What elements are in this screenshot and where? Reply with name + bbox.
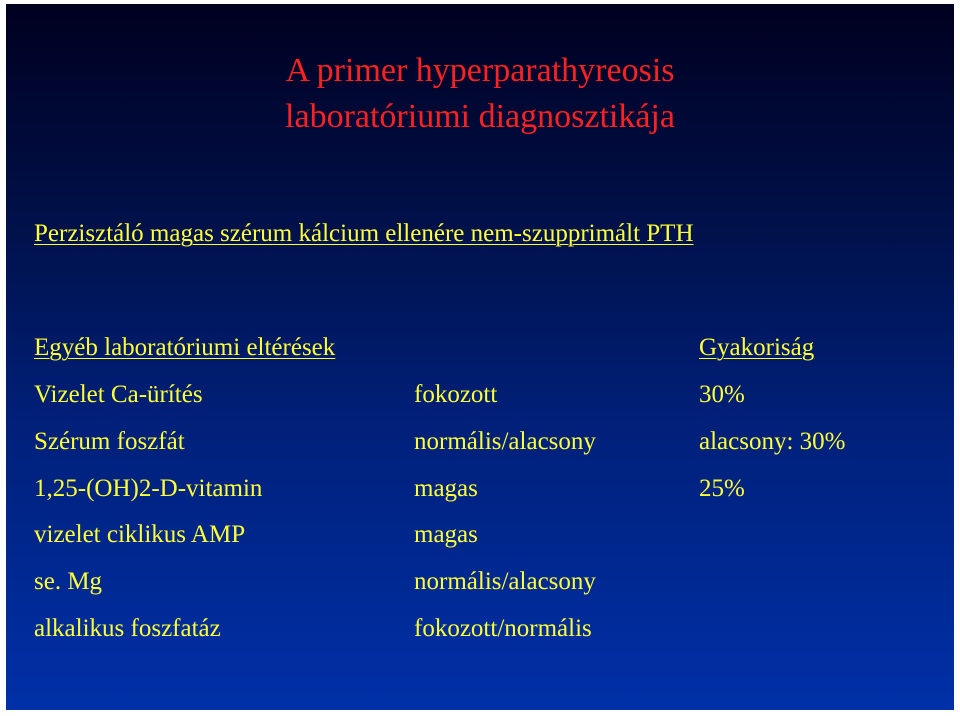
table-row [34,518,944,565]
row-test: Szérum foszfát [34,427,185,455]
row-result: normális/alacsony [414,427,596,455]
row-frequency: 25% [699,474,745,502]
table-row [34,612,944,659]
lab-table [34,378,944,659]
table-row [34,425,944,472]
row-test: se. Mg [34,568,103,596]
table-row [34,472,944,519]
row-test: alkalikus foszfatáz [34,614,221,642]
slide-subtitle: Perzisztáló magas szérum kálcium ellenére nem-szupprimált PTH [34,220,694,247]
row-result: fokozott/normális [414,614,592,642]
row-result: normális/alacsony [414,568,596,596]
slide-title [6,48,954,140]
table-row [34,565,944,612]
table-header-right: Gyakoriság [699,334,815,361]
row-test: vizelet ciklikus AMP [34,521,246,549]
table-row [34,378,944,425]
title-line-1: A primer hyperparathyreosis [285,52,675,89]
row-result: magas [414,474,478,502]
slide [6,4,954,710]
row-frequency: 30% [699,381,745,408]
row-frequency: alacsony: 30% [699,427,846,455]
row-test: Vizelet Ca-ürítés [34,381,203,408]
row-test: 1,25-(OH)2-D-vitamin [34,474,263,502]
title-line-2: laboratóriumi diagnosztikája [285,98,675,135]
row-result: magas [414,521,478,549]
table-header-left: Egyéb laboratóriumi eltérések [34,334,336,361]
row-result: fokozott [414,381,498,408]
